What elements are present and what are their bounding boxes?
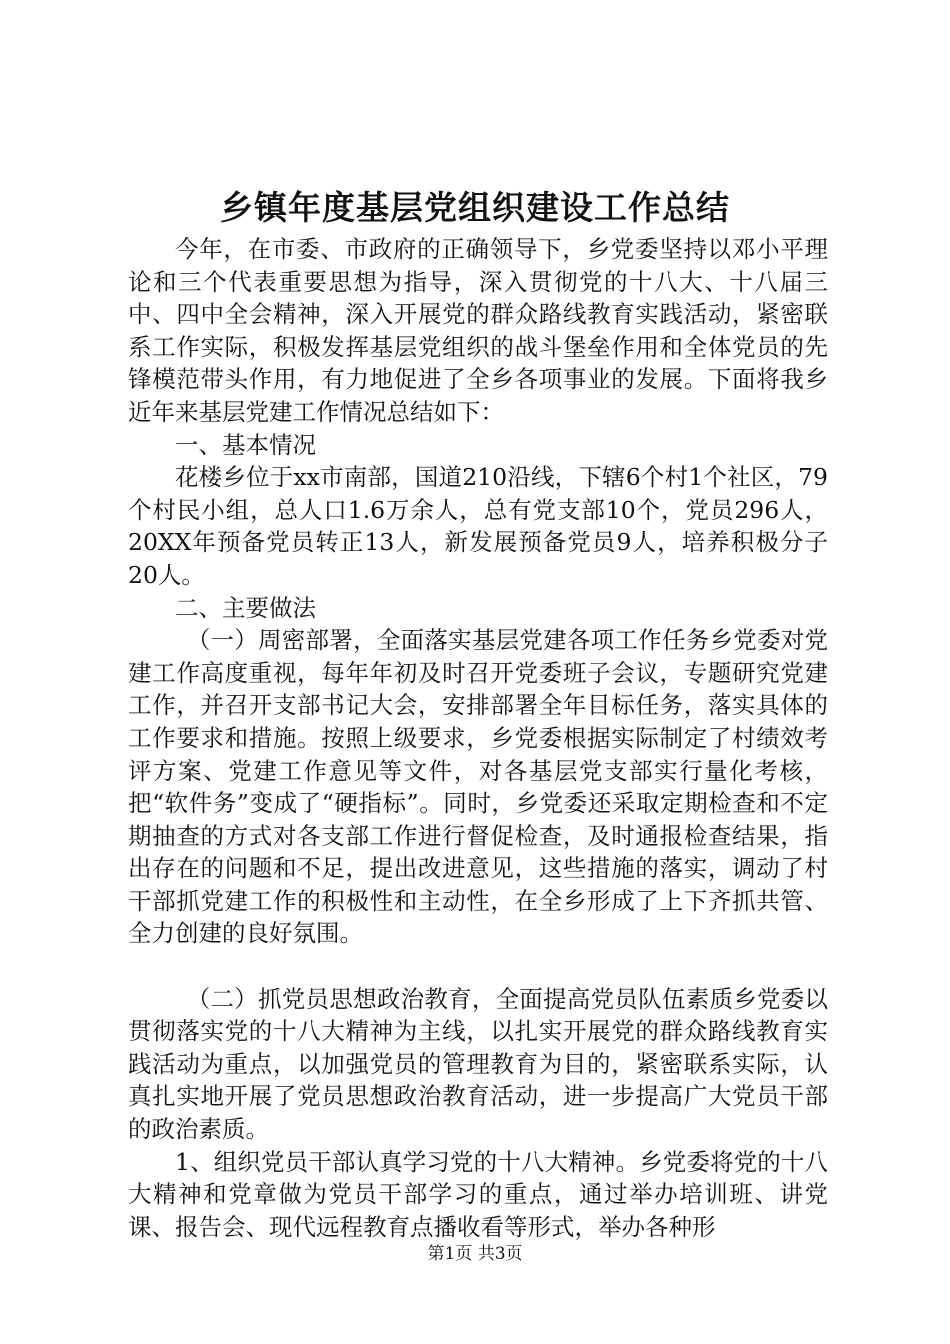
intro-paragraph: 今年，在市委、市政府的正确领导下，乡党委坚持以邓小平理论和三个代表重要思想为指导，深入贯彻党的十八大、十八届三中、四中全会精神，深入开展党的群众路线教育实践活动，紧密联系工作实际，积极发挥基层党组织的战斗堡垒作用和全体党员的先锋模范带头作用，有力地促进了全乡各项事业的发展。下面将我乡近年来基层党建工作情况总结如下： bbox=[128, 235, 828, 426]
document-body bbox=[128, 233, 828, 1243]
section-heading-methods: 二、主要做法 bbox=[175, 593, 316, 622]
document-title: 乡镇年度基层党组织建设工作总结 bbox=[220, 188, 730, 227]
page-number: 第1页 共3页 bbox=[427, 1244, 523, 1264]
method-paragraph-2: （二）抓党员思想政治教育，全面提高党员队伍素质乡党委以贯彻落实党的十八大精神为主线，以扎实开展党的群众路线教育实践活动为重点，以加强党员的管理教育为目的，紧密联系实际，认真扎实地开展了党员思想政治教育活动，进一步提高广大党员干部的政治素质。 bbox=[128, 984, 828, 1144]
method-paragraph-1: （一）周密部署，全面落实基层党建各项工作任务乡党委对党建工作高度重视，每年年初及时召开党委班子会议，专题研究党建工作，并召开支部书记大会，安排部署全年目标任务，落实具体的工作要求和措施。按照上级要求，乡党委根据实际制定了村绩效考评方案、党建工作意见等文件，对各基层党支部实行量化考核，把“软件务”变成了“硬指标”。同时，乡党委还采取定期检查和不定期抽查的方式对各支部工作进行督促检查，及时通报检查结果，指出存在的问题和不足，提出改进意见，这些措施的落实，调动了村干部抓党建工作的积极性和主动性，在全乡形成了上下齐抓共管、全力创建的良好氛围。 bbox=[128, 626, 828, 948]
method-item-1: 1、组织党员干部认真学习党的十八大精神。乡党委将党的十八大精神和党章做为党员干部学习的重点，通过举办培训班、讲党课、报告会、现代远程教育点播收看等形式，举办各种形 bbox=[128, 1147, 828, 1241]
section-heading-basic: 一、基本情况 bbox=[175, 430, 316, 459]
basic-info-paragraph: 花楼乡位于xx市南部，国道210沿线，下辖6个村1个社区，79个村民小组，总人口1.6万余人，总有党支部10个，党员296人，20XX年预备党员转正13人，新发展预备党员9人，培养积极分子20人。 bbox=[128, 463, 828, 589]
